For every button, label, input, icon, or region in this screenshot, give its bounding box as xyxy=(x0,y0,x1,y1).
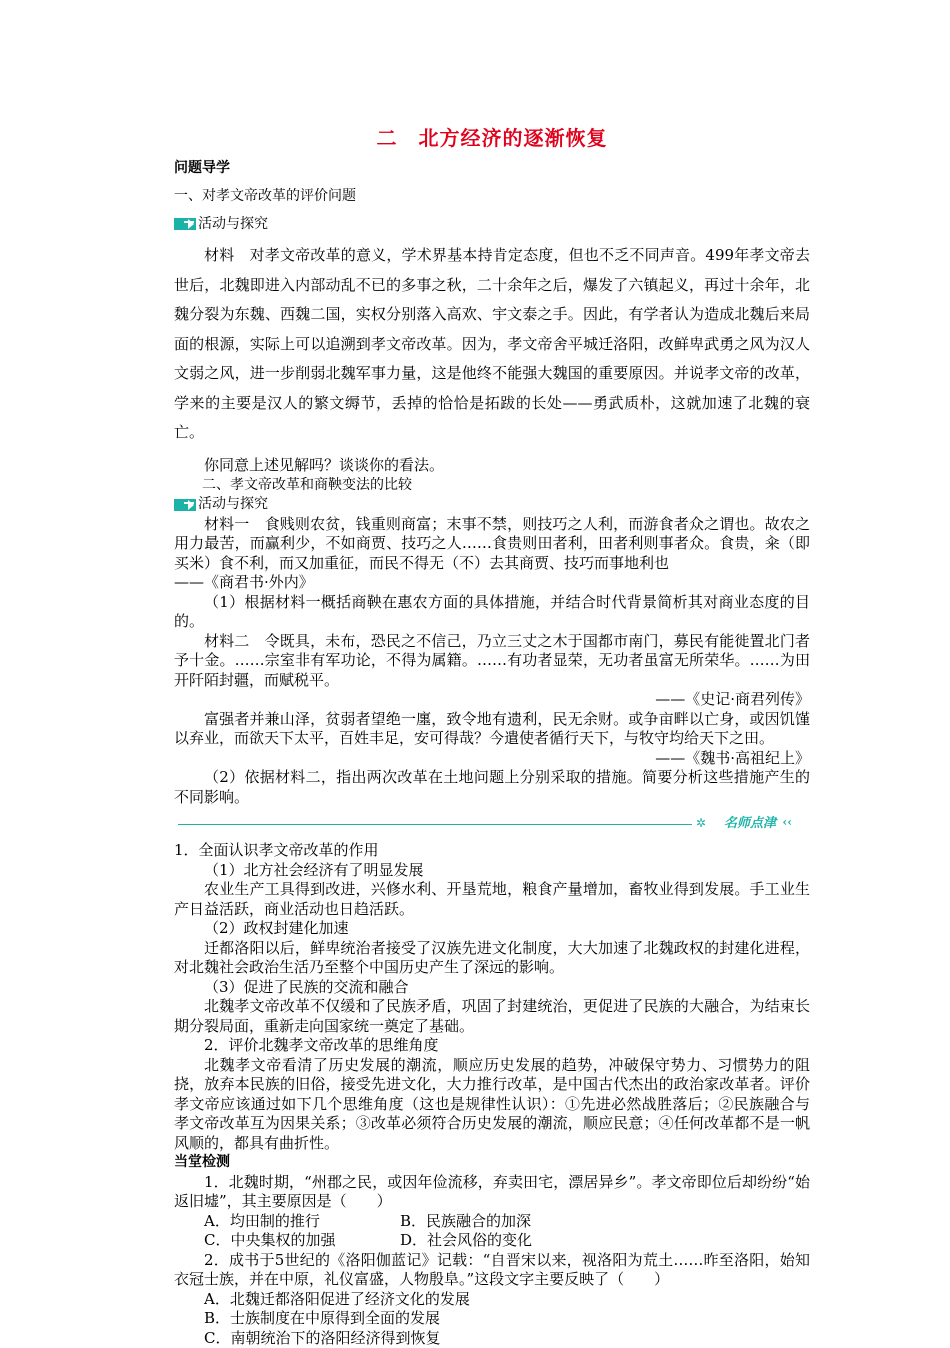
double-chevron-left-icon: ‹‹ xyxy=(782,815,792,829)
tip-text-1: 农业生产工具得到改进，兴修水利、开垦荒地，粮食产量增加，畜牧业得到发展。手工业生产日益活跃，商业活动也日趋活跃。 xyxy=(174,880,810,919)
question-title-2: 二、孝文帝改革和商鞅变法的比较 xyxy=(174,476,810,496)
tip-heading-1: 1．全面认识孝文帝改革的作用 xyxy=(174,841,810,861)
question-paragraph: 你同意上述见解吗？谈谈你的看法。 xyxy=(174,454,810,476)
material-one: 材料一 食贱则农贫，钱重则商富；末事不禁，则技巧之人利，而游食者众之谓也。故农之用力最苦，而赢利少，不如商贾、技巧之人……食贵则田者利，田者利则事者众。食贵，籴（即买米）食不利，而又加重征，而民不得无（不）去其商贾、技巧而事地利也 xyxy=(174,515,810,574)
section-heading-guide: 问题导学 xyxy=(174,157,810,177)
test-question-1: 1．北魏时期，“州郡之民，或因年俭流移，弃卖田宅，漂居异乡”。孝文帝即位后却纷纷“始返旧墟”，其主要原因是（ ） xyxy=(174,1173,810,1212)
tip-text-3: 北魏孝文帝改革不仅缓和了民族矛盾，巩固了封建统治，更促进了民族的大融合，为结束长期分裂局面，重新走向国家统一奠定了基础。 xyxy=(174,997,810,1036)
material-two: 材料二 令既具，未布，恐民之不信己，乃立三丈之木于国都市南门，募民有能徙置北门者予十金。……宗室非有军功论，不得为属籍。……有功者显荣，无功者虽富无所荣华。……为田开阡陌封疆，而赋税平。 xyxy=(174,632,810,691)
activity-text-2: 活动与探究 xyxy=(198,495,268,515)
test-question-2: 2．成书于5世纪的《洛阳伽蓝记》记载：“自晋宋以来，视洛阳为荒土……昨至洛阳，始知衣冠士族，并在中原，礼仪富盛，人物殷阜。”这段文字主要反映了（ ） xyxy=(174,1251,810,1290)
tip-sub-2: （2）政权封建化加速 xyxy=(174,919,810,939)
divider-line xyxy=(178,824,692,825)
tips-badge: 名师点津 xyxy=(724,815,776,833)
arrow-icon xyxy=(174,499,196,511)
material-two-source: ——《史记·商君列传》 xyxy=(174,690,810,710)
material-one-source: ——《商君书·外内》 xyxy=(174,573,810,593)
choice-2c[interactable]: C．南朝统治下的洛阳经济得到恢复 xyxy=(174,1329,810,1348)
activity-label xyxy=(174,213,810,235)
tip-text-4: 北魏孝文帝看清了历史发展的潮流，顺应历史发展的趋势，冲破保守势力、习惯势力的阻挠，放弃本民族的旧俗，接受先进文化，大力推行改革，是中国古代杰出的政治家改革者。评价孝文帝应该通过如下几个思维角度（这也是规律性认识）：①先进必然战胜落后；②民族融合与孝文帝改革互为因果关系；③改革必须符合历史发展的潮流，顺应民意；④任何改革都不是一帆风顺的，都具有曲折性。 xyxy=(174,1056,810,1154)
material-paragraph: 材料 对孝文帝改革的意义，学术界基本持肯定态度，但也不乏不同声音。499年孝文帝去世后，北魏即进入内部动乱不已的多事之秋，二十余年之后，爆发了六镇起义，再过十余年，北魏分裂为东魏、西魏二国，实权分别落入高欢、宇文泰之手。因此，有学者认为造成北魏后来局面的根源，实际上可以追溯到孝文帝改革。因为，孝文帝舍平城迁洛阳，改鲜卑武勇之风为汉人文弱之风，进一步削弱北魏军事力量，这是他终不能强大魏国的重要原因。并说孝文帝的改革，学来的主要是汉人的繁文缛节，丢掉的恰恰是拓跋的长处——勇武质朴，这就加速了北魏的衰亡。 xyxy=(174,241,810,448)
question-one: （1）根据材料一概括商鞅在惠农方面的具体措施，并结合时代背景简析其对商业态度的目的。 xyxy=(174,593,810,632)
choice-1d[interactable]: D．社会风俗的变化 xyxy=(400,1231,596,1251)
question-two: （2）依据材料二，指出两次改革在土地问题上分别采取的措施。简要分析这些措施产生的不同影响。 xyxy=(174,768,810,807)
material-three-source: ——《魏书·高祖纪上》 xyxy=(174,749,810,769)
document-content xyxy=(174,122,810,1348)
material-three: 富强者并兼山泽，贫弱者望绝一廛，致令地有遗利，民无余财。或争亩畔以亡身，或因饥馑以弃业，而欲天下太平，百姓丰足，安可得哉？今遣使者循行天下，与牧守均给天下之田。 xyxy=(174,710,810,749)
choice-1a[interactable]: A．均田制的推行 xyxy=(204,1212,400,1232)
choice-1c[interactable]: C．中央集权的加强 xyxy=(204,1231,400,1251)
gear-icon: ✲ xyxy=(696,816,706,830)
choice-1b[interactable]: B．民族融合的加深 xyxy=(400,1212,596,1232)
tip-heading-2: 2．评价北魏孝文帝改革的思维角度 xyxy=(174,1036,810,1056)
choice-2a[interactable]: A．北魏迁都洛阳促进了经济文化的发展 xyxy=(174,1290,810,1310)
test-choices-1-row-2 xyxy=(174,1231,810,1251)
tips-divider xyxy=(174,815,810,833)
choice-2b[interactable]: B．士族制度在中原得到全面的发展 xyxy=(174,1309,810,1329)
page-title: 二 北方经济的逐渐恢复 xyxy=(174,122,810,151)
tip-sub-3: （3）促进了民族的交流和融合 xyxy=(174,978,810,998)
question-title-1: 一、对孝文帝改革的评价问题 xyxy=(174,185,810,207)
test-choices-1-row-1 xyxy=(174,1212,810,1232)
activity-label-2 xyxy=(174,495,810,515)
section-heading-test: 当堂检测 xyxy=(174,1153,810,1173)
tip-sub-1: （1）北方社会经济有了明显发展 xyxy=(174,861,810,881)
tip-text-2: 迁都洛阳以后，鲜卑统治者接受了汉族先进文化制度，大大加速了北魏政权的封建化进程，对北魏社会政治生活乃至整个中国历史产生了深远的影响。 xyxy=(174,939,810,978)
arrow-icon xyxy=(174,218,196,230)
activity-text: 活动与探究 xyxy=(198,213,268,235)
